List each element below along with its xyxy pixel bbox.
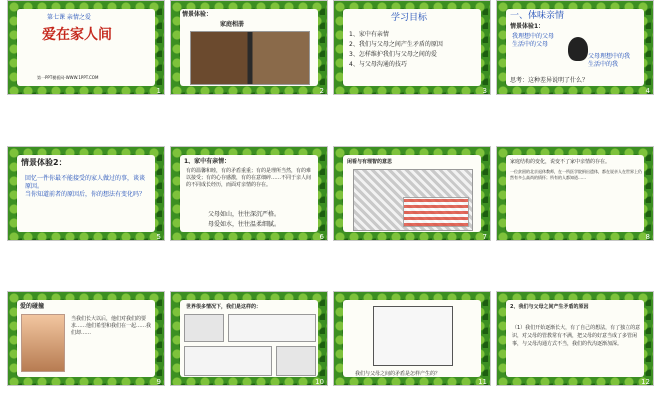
slide-body: 当我们长大以后，他们对我们的要求……他们希望和我们在一起……我们却……	[71, 316, 152, 336]
slide-panel	[343, 155, 481, 232]
section-title: 一、体味亲情	[510, 11, 565, 21]
slide-thumbnail-12[interactable]	[496, 291, 654, 386]
slide-body: 回忆一件你最不能接受的家人做过的事，谈谈原因。 当你知道前者的原因后，你的想法有变化吗？	[25, 175, 146, 198]
slide-thumbnail-3[interactable]	[333, 0, 491, 95]
slide-number: 5	[156, 233, 161, 241]
goal-item: 3、怎样维护我们与父母之间的爱	[349, 51, 437, 58]
slide-panel	[180, 155, 318, 232]
slide-heading: 2、我们与父母之间产生矛盾的原因	[510, 304, 589, 310]
photo-album-image	[190, 31, 310, 85]
slide-thumbnail-1[interactable]	[7, 0, 165, 95]
slide-heading: 情景体验2：	[21, 158, 67, 167]
quote-line-2: 母爱如水，往往温柔细腻。	[208, 221, 281, 228]
slide-number: 12	[641, 378, 650, 386]
slide-panel	[506, 300, 644, 377]
slide-number: 3	[482, 87, 487, 95]
girl-illustration	[568, 37, 588, 61]
slide-body: 一位贫困的北京退休教师，在一所医学院捐出遗体，都在说亲人在世界上仍然有多么高尚的情怀；所有的人都知道……	[510, 169, 642, 180]
slide-title: 学习目标	[391, 13, 428, 23]
slide-heading: 世界很多情况下，我们是这样的：	[186, 304, 262, 310]
slide-thumbnail-7[interactable]	[333, 146, 491, 241]
slide-thumbnail-11[interactable]	[333, 291, 491, 386]
slide-number: 2	[319, 87, 324, 95]
slide-number: 1	[156, 87, 161, 95]
speech-bubble-left: 我理想中的父母 生活中的父母	[512, 33, 555, 48]
slide-heading: 闲看与有理智的意思	[347, 159, 393, 165]
lesson-label: 第七课 亲情之爱	[47, 14, 91, 21]
family-argument-illustration	[21, 314, 65, 372]
slide-thumbnail-6[interactable]	[170, 146, 328, 241]
album-caption: 家庭相册	[220, 21, 245, 28]
slide-thumbnail-9[interactable]	[7, 291, 165, 386]
cartoon-illustration	[373, 306, 453, 366]
slide-body: （1）我们开始逐渐长大，有了自己的想法，有了独立的意识，对父母的管教常有不满，把父母的好意当成了多管闲事，与父母沟通方式不当，我们的代沟逐渐加深。	[512, 325, 641, 347]
comic-panel-4	[276, 346, 316, 376]
slide-panel	[343, 300, 481, 377]
goal-item: 4、与父母沟通的技巧	[349, 61, 407, 68]
slide-number: 4	[645, 87, 650, 95]
comic-panel-2	[228, 314, 316, 342]
slide-heading: 家庭结构的变化，说变不了家中亲情的存在。	[510, 159, 611, 165]
slide-panel	[343, 9, 481, 86]
slide-heading: 爱的碰撞	[20, 303, 45, 310]
slide-panel	[180, 300, 318, 377]
slide-number: 7	[482, 233, 487, 241]
slide-panel	[506, 9, 644, 86]
slide-footer: 第一PPT模板网-WWW.1PPT.COM	[37, 75, 99, 80]
comic-panel-3	[184, 346, 272, 376]
slide-number: 8	[645, 233, 650, 241]
slide-subheading: 情景体验1：	[510, 23, 545, 30]
slide-number: 6	[319, 233, 324, 241]
slide-thumbnail-8[interactable]	[496, 146, 654, 241]
slide-thumbnail-10[interactable]	[170, 291, 328, 386]
slide-body: 有的温馨和睦，有的矛盾重重；有的是理所当然，有的难以接受；有的心存感激，有的在意细碎……不同于亲人间的不同成长经历，而面对亲情的存在。	[186, 168, 312, 188]
slide-heading: 情景体验：	[182, 11, 213, 18]
slide-thumbnail-2[interactable]	[170, 0, 328, 95]
slide-panel	[180, 9, 318, 86]
quote-line-1: 父母如山，往往深沉严格。	[208, 211, 281, 218]
slide-panel	[506, 155, 644, 232]
slide-heading: 1、家中有亲情：	[184, 158, 231, 165]
question-text: 思考：这种差异说明了什么？	[510, 77, 589, 84]
slide-number: 10	[315, 378, 324, 386]
slide-panel	[17, 300, 155, 377]
comic-panel-1	[184, 314, 224, 342]
slide-caption: 我们与父母之间的矛盾是怎样产生的？	[355, 371, 441, 377]
goal-item: 1、家中有亲情	[349, 31, 389, 38]
slide-thumbnail-4[interactable]	[496, 0, 654, 95]
slide-title: 爱在家人间	[42, 27, 112, 43]
slide-panel	[17, 9, 155, 86]
slide-number: 11	[478, 378, 487, 386]
table-cloth-illustration	[403, 197, 469, 227]
slide-panel	[17, 155, 155, 232]
slide-thumbnail-5[interactable]	[7, 146, 165, 241]
goal-item: 2、我们与父母之间产生矛盾的原因	[349, 41, 443, 48]
slide-number: 9	[156, 378, 161, 386]
speech-bubble-right: 父母理想中的我 生活中的我	[588, 53, 631, 68]
